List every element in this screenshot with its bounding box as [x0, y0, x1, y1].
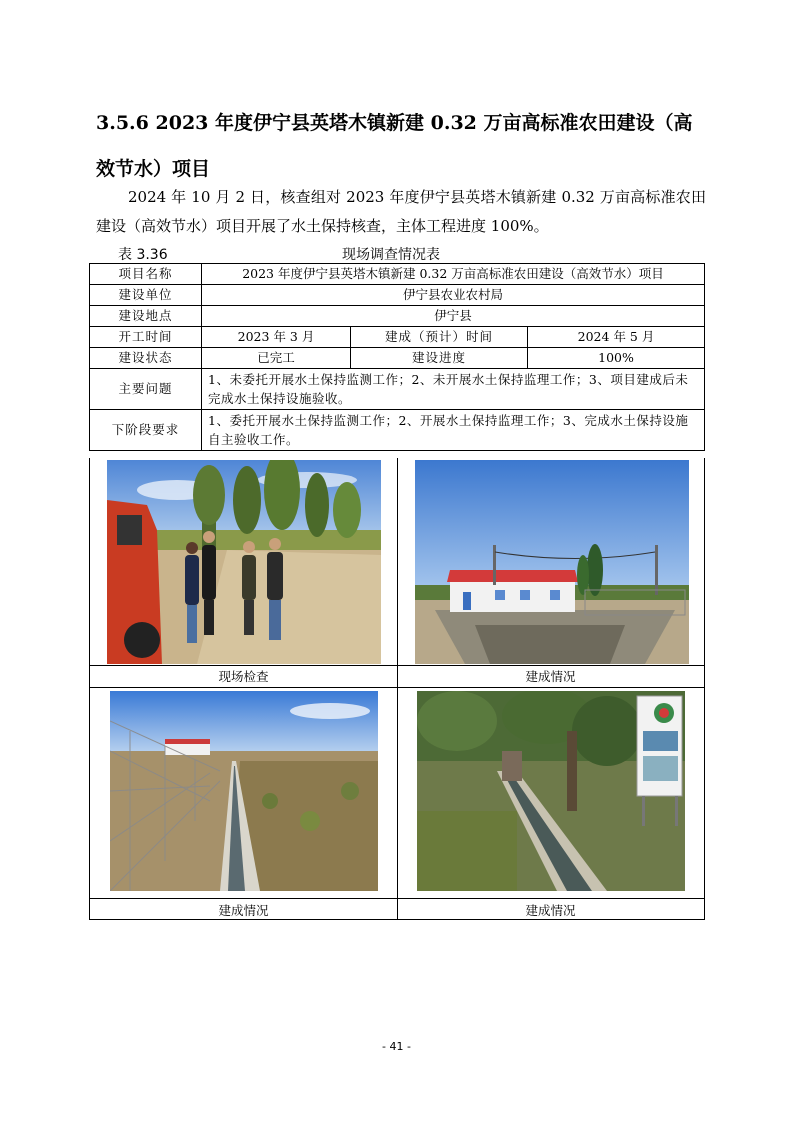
location-value: 伊宁县 — [202, 306, 705, 327]
photo-grid — [89, 458, 705, 920]
table-row — [90, 410, 705, 451]
table-caption — [96, 244, 706, 264]
issues-value: 1、未委托开展水土保持监测工作；2、未开展水土保持监理工作；3、项目建成后未完成水土保持设施验收。 — [202, 369, 705, 410]
table-row — [90, 285, 705, 306]
divider — [90, 898, 704, 899]
survey-table — [89, 263, 705, 451]
project-name-value: 2023 年度伊宁县英塔木镇新建 0.32 万亩高标准农田建设（高效节水）项目 — [202, 264, 705, 285]
status-value: 已完工 — [202, 348, 351, 369]
pump-house-photo — [415, 460, 689, 664]
table-number: 表 3.36 — [118, 247, 168, 263]
location-label: 建设地点 — [90, 306, 202, 327]
site-inspection-photo — [107, 460, 381, 664]
intro-paragraph: 2024 年 10 月 2 日，核查组对 2023 年度伊宁县英塔木镇新建 0.32 万亩高标准农田建设（高效节水）项目开展了水土保持核查，主体工程进度 100%。 — [96, 188, 706, 235]
progress-value: 100% — [528, 348, 705, 369]
start-label: 开工时间 — [90, 327, 202, 348]
photo-caption: 现场检查 — [218, 669, 269, 684]
page-number: - 41 - — [382, 1040, 411, 1053]
table-title: 现场调查情况表 — [342, 247, 440, 263]
photo-caption: 建成情况 — [525, 903, 576, 918]
next-label: 下阶段要求 — [90, 410, 202, 451]
issues-label: 主要问题 — [90, 369, 202, 410]
divider — [397, 458, 398, 920]
photo-caption: 建成情况 — [218, 903, 269, 918]
section-heading: 3.5.6 2023 年度伊宁县英塔木镇新建 0.32 万亩高标准农田建设（高效节水）项目 — [96, 112, 693, 180]
next-value: 1、委托开展水土保持监测工作；2、开展水土保持监理工作；3、完成水土保持设施自主验收工作。 — [202, 410, 705, 451]
canal-fence-photo — [110, 691, 378, 891]
progress-label: 建设进度 — [351, 348, 528, 369]
table-row — [90, 327, 705, 348]
builder-value: 伊宁县农业农村局 — [202, 285, 705, 306]
finish-label: 建成（预计）时间 — [351, 327, 528, 348]
photo-caption: 建成情况 — [525, 669, 576, 684]
divider — [90, 665, 704, 666]
table-row — [90, 306, 705, 327]
status-label: 建设状态 — [90, 348, 202, 369]
canal-sign-photo — [417, 691, 685, 891]
finish-value: 2024 年 5 月 — [528, 327, 705, 348]
table-row — [90, 369, 705, 410]
divider — [90, 687, 704, 688]
table-row — [90, 264, 705, 285]
table-row — [90, 348, 705, 369]
project-name-label: 项目名称 — [90, 264, 202, 285]
start-value: 2023 年 3 月 — [202, 327, 351, 348]
builder-label: 建设单位 — [90, 285, 202, 306]
